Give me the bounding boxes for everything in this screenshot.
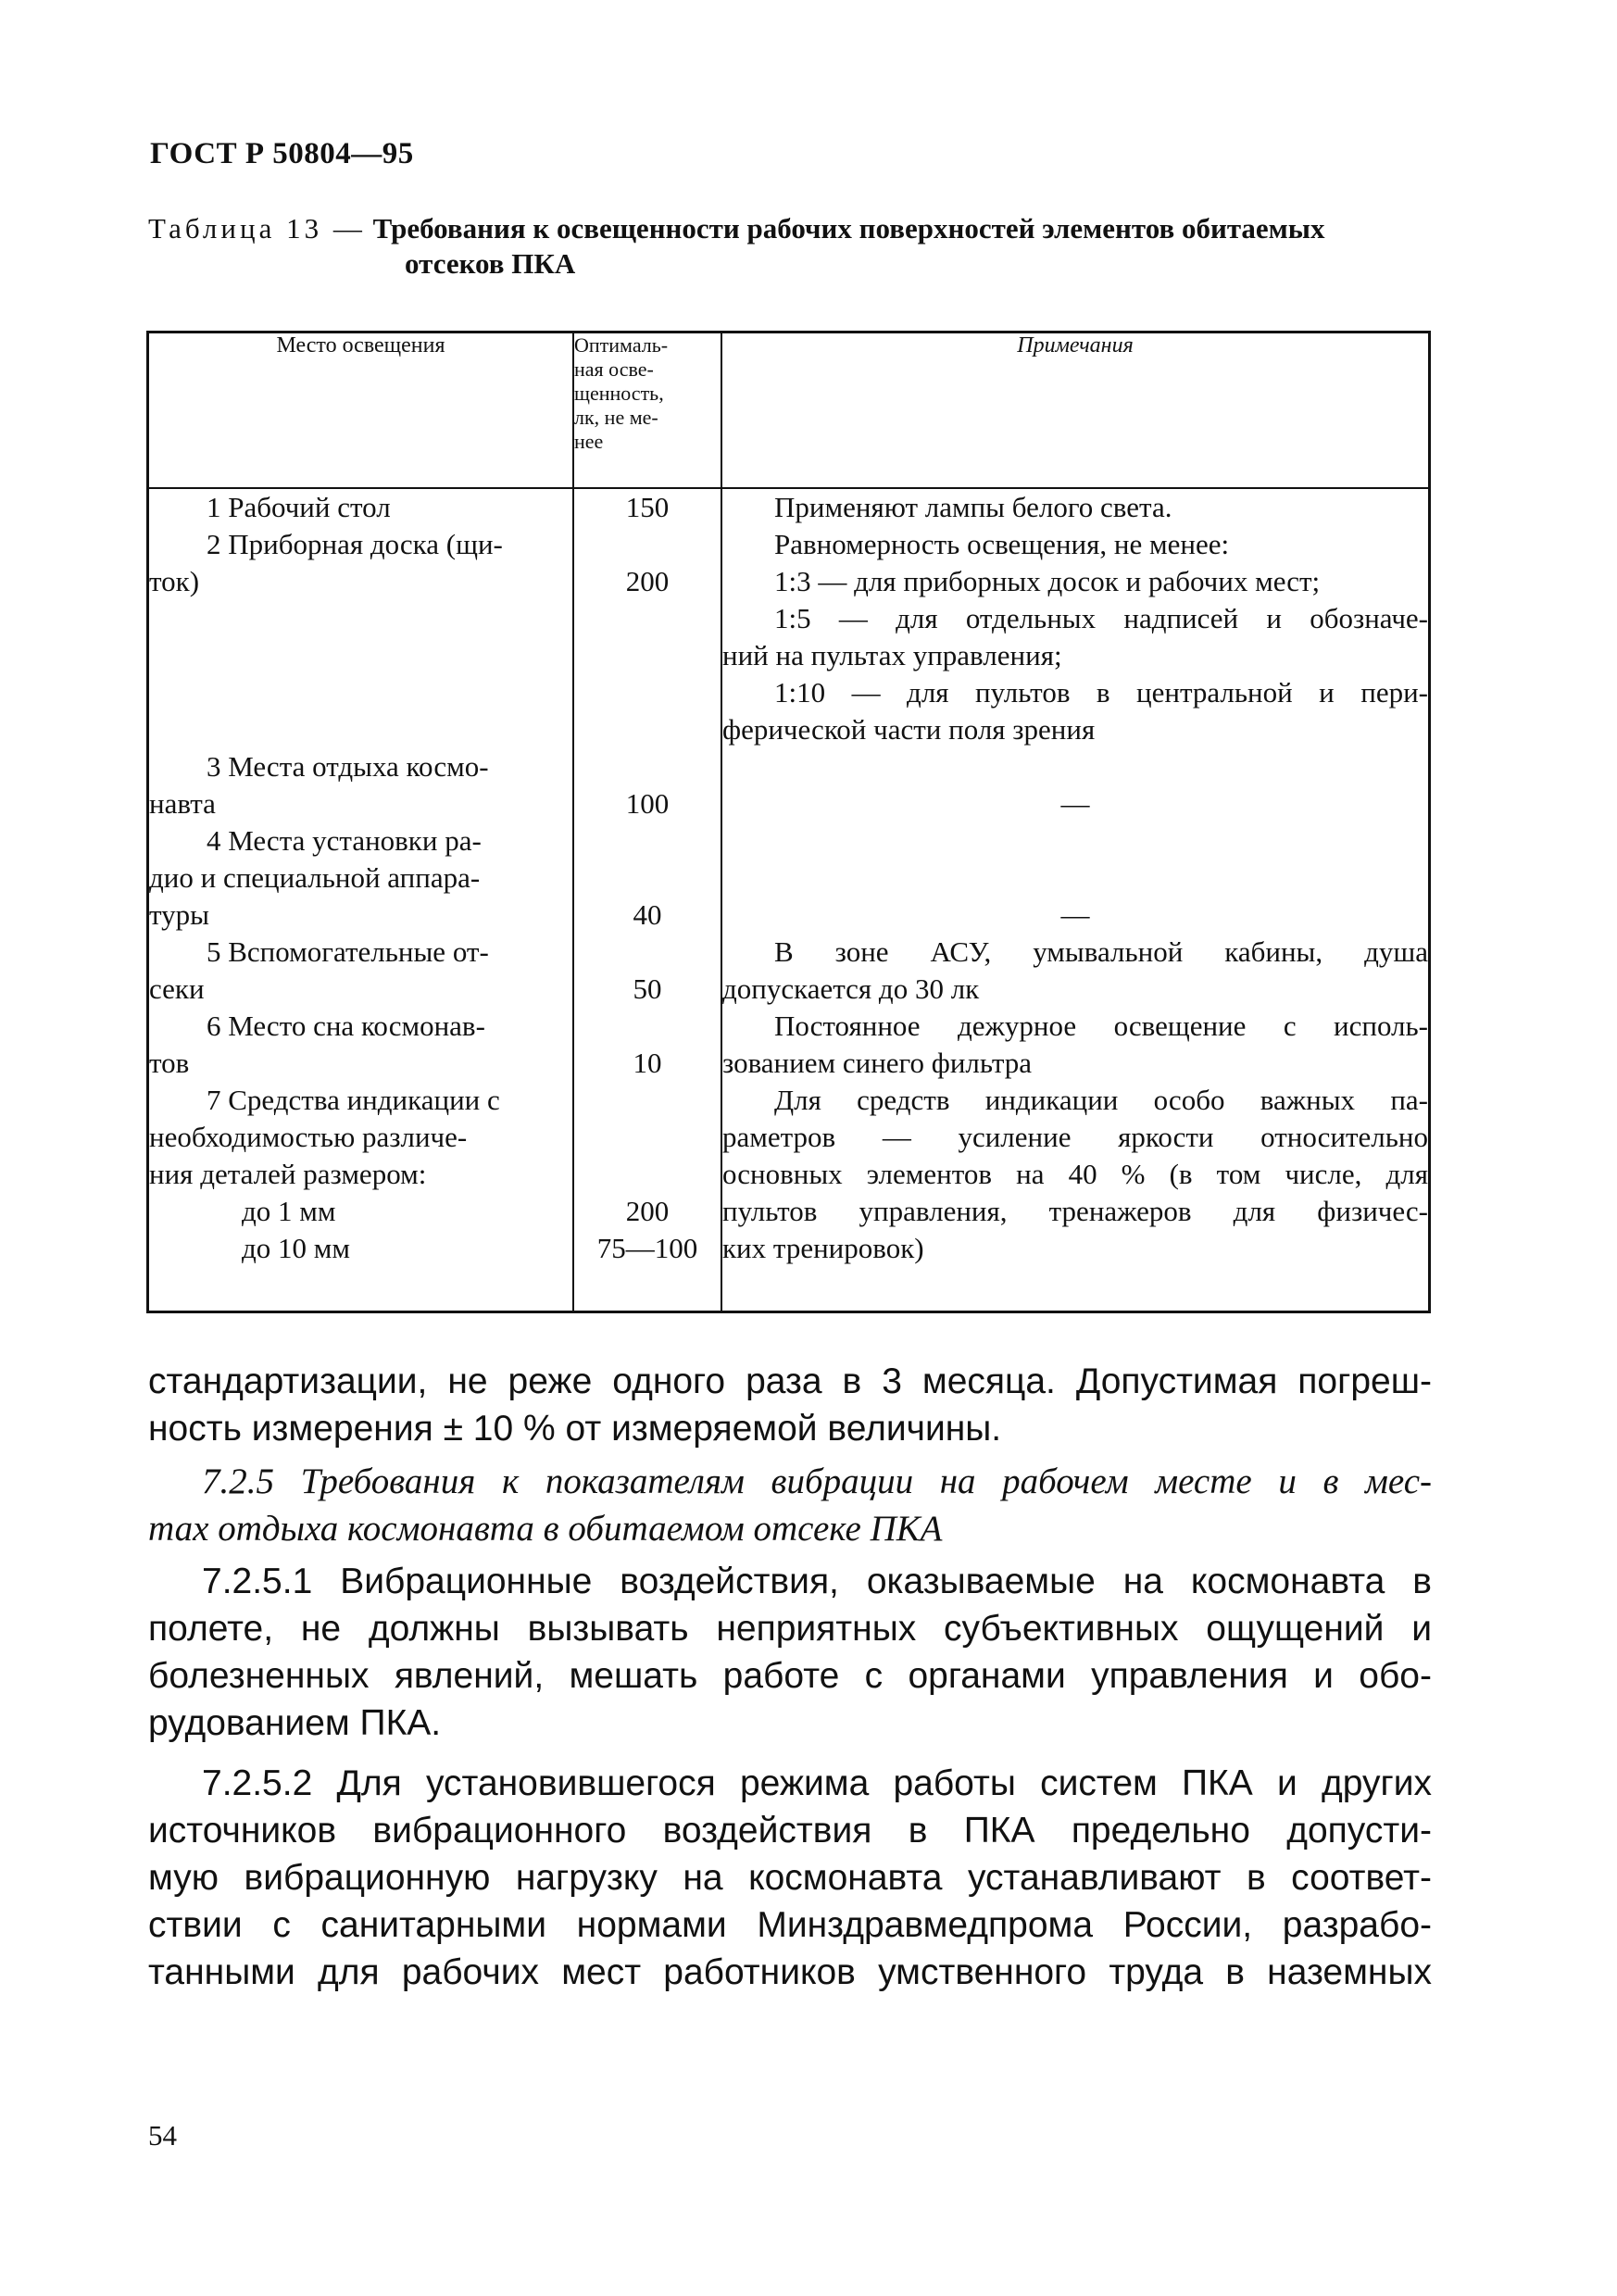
- table-caption-title-line1: Требования к освещенности рабочих поверхностей элементов обитаемых: [372, 212, 1325, 245]
- note-line: ферической части поля зрения: [722, 712, 1096, 746]
- table-body-row: [148, 488, 1430, 1312]
- paragraph-continuation: [148, 1358, 1432, 1452]
- header-value-line: лк, не ме-: [574, 406, 658, 429]
- note-line: В зоне АСУ, умывальной кабины, душа: [774, 935, 1428, 968]
- text-line: источников вибрационного воздействия в ПКА предельно допусти-: [148, 1811, 1432, 1851]
- note-line: Применяют лампы белого света.: [774, 490, 1172, 523]
- place-line: до 10 мм: [242, 1231, 351, 1264]
- note-line: основных элементов на 40 % (в том числе, для: [722, 1157, 1428, 1190]
- note-line: Для средств индикации особо важных па-: [774, 1083, 1428, 1116]
- place-line: 7 Средства индикации с: [207, 1083, 500, 1116]
- place-line: ток): [149, 564, 200, 597]
- header-value-line: ная осве-: [574, 358, 654, 381]
- value-cell: 50: [633, 972, 662, 1005]
- note-line: раметров — усиление яркости относительно: [722, 1120, 1428, 1153]
- text-line: танными для рабочих мест работников умственного труда в наземных: [148, 1952, 1432, 1992]
- header-place: Место освещения: [148, 332, 574, 488]
- paragraph-7-2-5-1: [148, 1558, 1432, 1747]
- value-cell: 150: [625, 490, 670, 523]
- value-cell: 40: [633, 897, 662, 931]
- note-line: 1:5 — для отдельных надписей и обозначе-: [774, 601, 1428, 634]
- value-column: [573, 488, 721, 1312]
- place-line: тов: [149, 1046, 190, 1079]
- place-line: 4 Места установки ра-: [207, 823, 482, 857]
- note-line: ких тренировок): [722, 1231, 924, 1264]
- place-line: 2 Приборная доска (щи-: [207, 527, 503, 560]
- place-line: туры: [149, 897, 209, 931]
- body-text: [148, 1358, 1432, 1996]
- table-caption-prefix: Таблица 13 —: [148, 212, 366, 245]
- note-line: пультов управления, тренажеров для физичес-: [722, 1194, 1428, 1227]
- header-value: [573, 332, 721, 488]
- place-line: 1 Рабочий стол: [207, 490, 391, 523]
- value-cell: 100: [625, 786, 670, 820]
- header-value-line: нее: [574, 430, 604, 453]
- place-column: [148, 488, 574, 1312]
- note-line: 1:10 — для пультов в центральной и пери-: [774, 675, 1428, 709]
- place-line: 6 Место сна космонав-: [207, 1009, 485, 1042]
- place-line: секи: [149, 972, 205, 1005]
- text-line: 7.2.5.2 Для установившегося режима работы систем ПКА и других: [202, 1763, 1432, 1803]
- note-line: —: [1060, 786, 1090, 820]
- paragraph-7-2-5-2: [148, 1760, 1432, 1996]
- text-line: рудованием ПКА.: [148, 1703, 442, 1743]
- value-cell: 200: [625, 564, 670, 597]
- text-line: тах отдыха космонавта в обитаемом отсеке ПКА: [148, 1509, 943, 1549]
- table-caption: [148, 211, 1445, 282]
- value-cell: 10: [633, 1046, 662, 1079]
- text-line: 7.2.5 Требования к показателям вибрации на рабочем месте и в мес-: [202, 1462, 1432, 1501]
- illumination-table: [146, 331, 1431, 1313]
- note-line: —: [1060, 897, 1090, 931]
- text-line: мую вибрационную нагрузку на космонавта устанавливают в соответ-: [148, 1858, 1432, 1898]
- table-header-row: [148, 332, 1430, 488]
- note-line: ний на пультах управления;: [722, 638, 1062, 671]
- section-heading-7-2-5: [148, 1458, 1432, 1552]
- note-line: 1:3 — для приборных досок и рабочих мест;: [774, 564, 1321, 597]
- text-line: стандартизации, не реже одного раза в 3 месяца. Допустимая погреш-: [148, 1361, 1432, 1401]
- place-line: 3 Места отдыха космо-: [207, 749, 489, 783]
- header-notes: Примечания: [721, 332, 1430, 488]
- place-line: 5 Вспомогательные от-: [207, 935, 489, 968]
- header-value-line: Оптималь-: [574, 333, 669, 357]
- note-line: допускается до 30 лк: [722, 972, 980, 1005]
- place-line: ния деталей размером:: [149, 1157, 427, 1190]
- text-line: 7.2.5.1 Вибрационные воздействия, оказываемые на космонавта в: [202, 1562, 1432, 1601]
- header-value-line: щенность,: [574, 382, 664, 405]
- place-line: навта: [149, 786, 216, 820]
- notes-column: [721, 488, 1430, 1312]
- note-line: зованием синего фильтра: [722, 1046, 1033, 1079]
- value-cell: 200: [625, 1194, 670, 1227]
- text-line: ность измерения ± 10 % от измеряемой величины.: [148, 1409, 1002, 1449]
- text-line: ствии с санитарными нормами Минздравмедпрома России, разрабо-: [148, 1905, 1432, 1945]
- note-line: Постоянное дежурное освещение с исполь-: [774, 1009, 1428, 1042]
- text-line: болезненных явлений, мешать работе с органами управления и обо-: [148, 1656, 1432, 1696]
- table-caption-title-line2: отсеков ПКА: [405, 247, 576, 280]
- page-number: 54: [148, 2119, 177, 2152]
- document-header: ГОСТ Р 50804—95: [150, 137, 414, 170]
- note-line: Равномерность освещения, не менее:: [774, 527, 1230, 560]
- place-line: дио и специальной аппара-: [149, 860, 481, 894]
- place-line: до 1 мм: [242, 1194, 336, 1227]
- text-line: полете, не должны вызывать неприятных субъективных ощущений и: [148, 1609, 1432, 1649]
- place-line: необходимостью различе-: [149, 1120, 468, 1153]
- value-cell: 75—100: [596, 1231, 698, 1264]
